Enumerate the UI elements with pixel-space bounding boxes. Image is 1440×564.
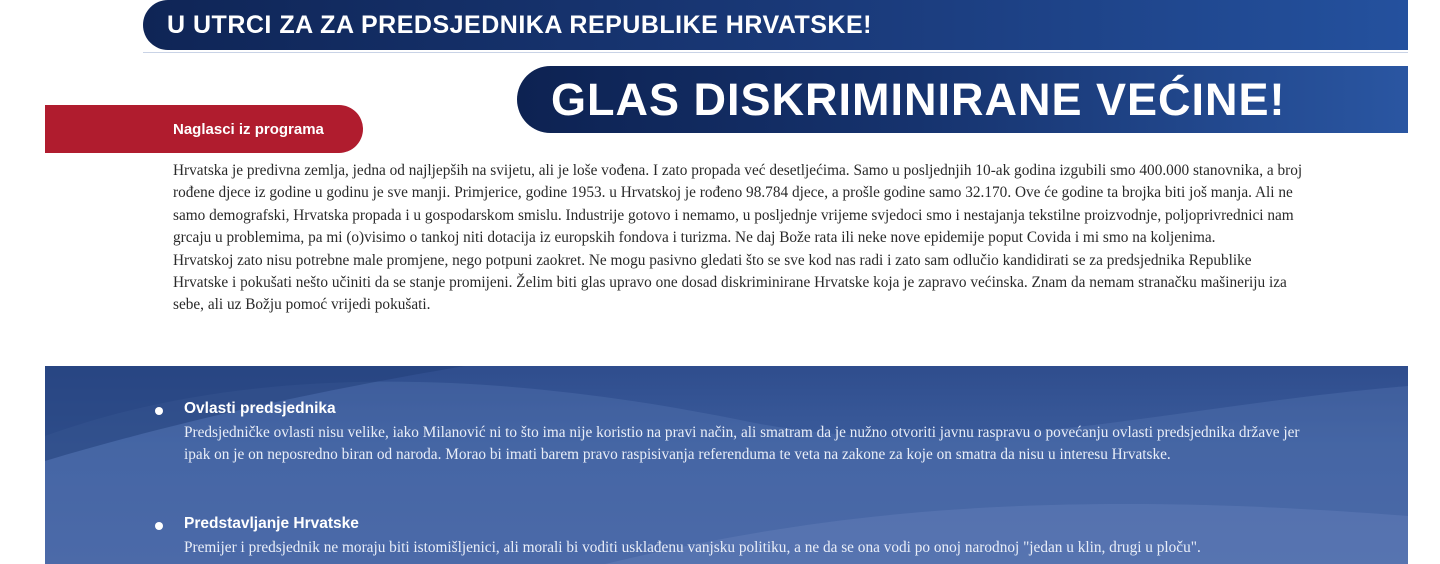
program-panel <box>45 366 1408 564</box>
intro-text <box>173 160 1303 317</box>
section-tag <box>45 105 363 153</box>
section-tag-label: Naglasci iz programa <box>173 120 324 138</box>
header-divider <box>143 52 1408 53</box>
program-item-title: Predstavljanje Hrvatske <box>184 515 359 532</box>
bullet-icon <box>155 407 163 415</box>
top-banner-title: U UTRCI ZA ZA PREDSJEDNIKA REPUBLIKE HRVATSKE! <box>167 10 872 39</box>
intro-paragraph-1: Hrvatska je predivna zemlja, jedna od najljepših na svijetu, ali je loše vođena. I zato propada već desetljećima. Samo u posljednjih 10-ak godina izgubili smo 400.000 stanovnika, a broj rođene djece iz godine u godinu je sve manji. Primjerice, godine 1953. u Hrvatskoj je rođeno 98.784 djece, a prošle godine samo 32.170. Ove će godine ta brojka biti još manja. Ali ne samo demografski, Hrvatska propada i u gospodarskom smislu. Industrije gotovo i nemamo, u posljednje vrijeme svjedoci smo i nestajanja tekstilne proizvodnje, poljoprivrednici nam grcaju u problemima, pa mi (o)visimo o tankoj niti dotacija iz europskih fondova i turizma. Ne daj Bože rata ili neke nove epidemije poput Covida i mi smo na koljenima. <box>173 162 1303 247</box>
program-item-text: Premijer i predsjednik ne moraju biti istomišljenici, ali morali bi voditi usklađenu vanjsku politiku, a ne da se ona vodi po onoj narodnoj "jedan u klin, drugi u ploču". <box>184 539 1201 556</box>
top-banner <box>143 0 1408 50</box>
main-banner <box>517 66 1408 133</box>
program-item-title: Ovlasti predsjednika <box>184 400 336 417</box>
bullet-icon <box>155 522 163 530</box>
program-item-text: Predsjedničke ovlasti nisu velike, iako Milanović ni to što ima nije koristio na pravi način, ali smatram da je nužno otvoriti javnu raspravu o povećanju ovlasti predsjednika države jer ipak on je on neposredno biran od naroda. Morao bi imati barem pravo raspisivanja referenduma te veta na zakone za koje on smatra da nisu u interesu Hrvatske. <box>184 424 1300 464</box>
main-banner-title: GLAS DISKRIMINIRANE VEĆINE! <box>551 73 1286 125</box>
intro-paragraph-2: Hrvatskoj zato nisu potrebne male promjene, nego potpuni zaokret. Ne mogu pasivno gledati što se sve kod nas radi i zato sam odlučio kandidirati se za predsjednika Republike Hrvatske i pokušati nešto učiniti da se stanje promijeni. Želim biti glas upravo one dosad diskriminirane Hrvatske koja je zapravo većinska. Znam da nemam stranačku mašineriju iza sebe, ali uz Božju pomoć vrijedi pokušati. <box>173 251 1287 314</box>
